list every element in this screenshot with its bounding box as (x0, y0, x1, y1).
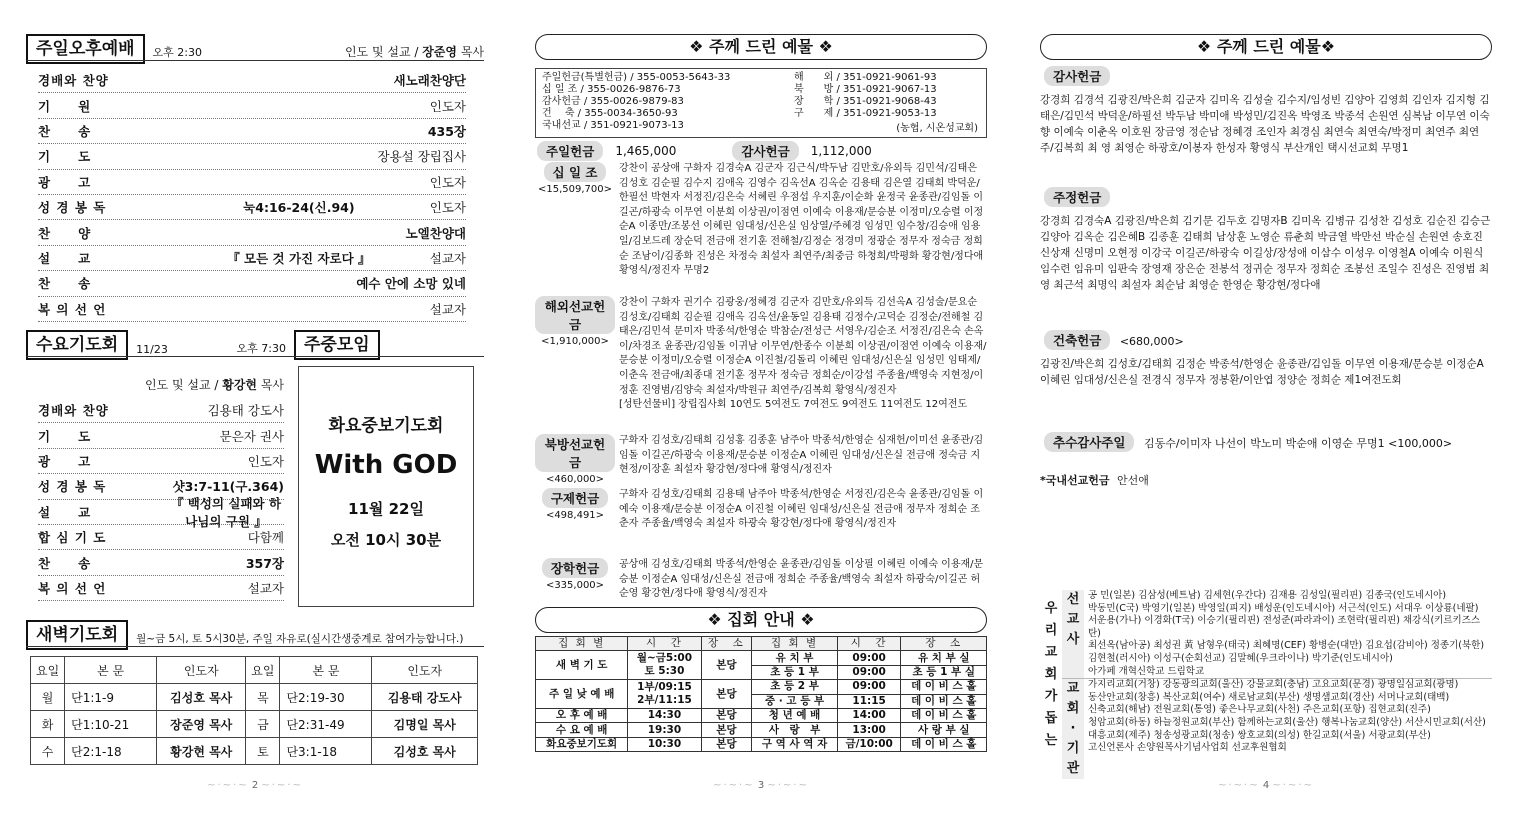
table-cell: 단2:1-18 (65, 738, 157, 765)
dawn-schedule-table (30, 656, 478, 765)
missionaries-label (1062, 590, 1084, 678)
order-item-value: 인도자 (247, 453, 284, 469)
order-item-label: 설 교 (38, 504, 92, 520)
table-header: 요일 (246, 657, 280, 684)
order-item-value: 인도자 (429, 98, 466, 114)
church-line: 가지리교회(거창) 강동광의교회(울산) 강물교회(충남) 고요교회(문경) 광명일심교회(광명) (1088, 679, 1459, 691)
account-line: 감사헌금 / 355-0026-9879-83 (542, 96, 684, 107)
page-number: ~·~·~ 4 ~·~·~ (1218, 780, 1314, 791)
vertical-char: 기 (1066, 741, 1080, 757)
meeting-cell: 09:00 (837, 680, 901, 694)
table-cell: 단2:19-30 (280, 684, 372, 711)
missionary-line: 공 민(일본) 김삼성(베트남) 김세현(우간다) 김재용 김성일(필리핀) 김종국(인도네시아) (1088, 590, 1447, 601)
account-line: 해 외 / 351-0921-9061-93 (794, 72, 937, 83)
table-cell: 목 (246, 684, 280, 711)
order-item-value: 예수 안에 소망 있네 (356, 276, 466, 292)
table-header: 본 문 (280, 657, 372, 684)
order-item-label: 경배와 찬양 (38, 403, 109, 419)
meeting-cell: 09:00 (837, 665, 901, 679)
table-cell: 단3:1-18 (280, 738, 372, 765)
meeting-cell: 14:00 (837, 708, 901, 722)
order-item-label: 찬 양 (38, 225, 92, 241)
thanks-offering-label: 감사헌금 (732, 141, 798, 161)
building-offering-names: 김광진/박은희 김성호/김태희 김정순 박종석/한영순 윤종관/김임돌 이무연 이용재/문승분 이정순A 이혜린 임대성/신은실 전경식 정무자 정봉환/이안엽 정양순 정희순 제1여전도회 (1040, 358, 1484, 386)
midweek-box (298, 366, 474, 607)
meeting-time: 10:30 (628, 737, 701, 751)
offering-label-group (535, 558, 615, 602)
order-item-detail: 눅4:16-24(신.94) (243, 200, 355, 216)
order-item-label: 기 도 (38, 149, 92, 165)
thanks-offering-amount: 1,112,000 (810, 144, 872, 158)
order-item-value: 문은자 권사 (219, 428, 284, 444)
order-row (38, 576, 284, 601)
offering-label: 구제헌금 (542, 488, 608, 508)
vertical-char: 가 (1044, 689, 1058, 704)
table-cell: 장준영 목사 (157, 711, 246, 738)
table-row (31, 711, 478, 738)
sunday-offering-label: 주일헌금 (537, 141, 603, 161)
sunday-afternoon-title: 주일오후예배 (26, 34, 145, 64)
order-item-value: 김용태 강도사 (207, 403, 284, 419)
meeting-cell: 13:00 (837, 723, 901, 737)
divider (26, 356, 484, 357)
table-row (536, 651, 987, 665)
meeting-cell: 데 이 비 스 홀 (901, 708, 987, 722)
order-item-label: 찬 송 (38, 555, 92, 571)
offering-label: 해외선교헌금 (535, 296, 615, 334)
table-cell: 김성호 목사 (157, 684, 246, 711)
church-list (1084, 679, 1492, 779)
account-line: 주일헌금(특별헌금) / 355-0053-5643-33 (542, 72, 731, 83)
vertical-char: 관 (1066, 761, 1080, 777)
order-item-value: 설교자 (429, 250, 466, 266)
offering-label-group (535, 434, 615, 485)
offering-label-group (535, 162, 615, 279)
offering-label-group (535, 296, 615, 413)
meeting-place: 본당 (701, 723, 752, 737)
order-item-label: 복 의 선 언 (38, 580, 107, 596)
table-header: 장 소 (701, 637, 752, 651)
meeting-cell: 청 년 예 배 (752, 708, 837, 722)
thanks-offering-label: 감사헌금 (1044, 66, 1110, 86)
page-2 (26, 0, 484, 813)
domestic-mission-label: *국내선교헌금 (1040, 474, 1110, 487)
table-header: 장 소 (901, 637, 987, 651)
table-cell: 단2:31-49 (280, 711, 372, 738)
table-header: 요일 (31, 657, 65, 684)
table-row (536, 708, 987, 722)
order-item-value: 357장 (245, 555, 284, 571)
table-header: 인도자 (157, 657, 246, 684)
meeting-cell: 유 치 부 (752, 651, 837, 665)
building-offering-label: 건축헌금 (1044, 330, 1110, 350)
order-item-value: 샷3:7-11(구.364) (172, 479, 284, 495)
meeting-cell: 초 등 1 부 (752, 665, 837, 679)
missionary-line: 최선옥(남아공) 최성권 黃 남형우(태국) 최혜명(CEF) 황병순(대만) 김요섭(감비아) 정종기(북한) (1088, 640, 1485, 652)
vertical-char: 회 (1044, 667, 1058, 682)
supported-label (1040, 590, 1062, 762)
church-line: 고신언론사 손양원목사기념사업회 선교후원협회 (1088, 742, 1287, 754)
order-row (38, 144, 466, 169)
order-item-detail: 『 모든 것 가진 자로다 』 (227, 250, 371, 266)
order-item-label: 복 의 선 언 (38, 301, 107, 317)
meeting-time: 14:30 (628, 708, 701, 722)
meeting-name: 새 벽 기 도 (536, 651, 628, 680)
account-line: 국내선교 / 351-0921-9073-13 (542, 120, 684, 131)
missionary-line: 김현철(러시아) 이성구(순회선교) 김말혜(우크라이나) 박기준(인도네시아) (1088, 652, 1393, 664)
churches-label (1062, 679, 1084, 779)
table-cell: 김성호 목사 (372, 738, 478, 765)
page-3 (535, 0, 987, 813)
offering-block (535, 296, 987, 413)
weekly-offering-names: 강경희 김경숙A 김광진/박은희 김기문 김두호 김명자B 김미옥 김병규 김성찬 김성호 김순진 김승근 김양아 김옥순 김은혜B 김종훈 김태희 남상훈 노영순 류춘희 박금열 박만선 박순실 손원연 송호진 신상재 신명미 오현정 이강국 이길곤/하광숙 이길상/장성애 이삼수 이성우 이영철A 이예숙 이원식 임수련 임유미 임판숙 장영재 장은순 전봉석 정귀순 정무자 정희순 조봉선 조일수 진성은 진영범 최 영 최근석 최명익 최설자 최순남 최영순 한영순 황강현/정다애 (1040, 215, 1491, 291)
offering-total: <335,000> (545, 580, 605, 591)
order-item-value: 설교자 (429, 301, 466, 317)
offering-total: <498,491> (545, 510, 605, 521)
missionary-line: 박동민(C국) 박영기(일본) 박영일(피지) 배성운(인도네시아) 서근석(인도) 서대우 이상룡(네팔) (1088, 602, 1479, 614)
offering-label: 십 일 조 (544, 162, 607, 182)
offering-block (535, 488, 987, 532)
vertical-char: 교 (1066, 681, 1080, 697)
wednesday-date: 11/23 (136, 343, 168, 356)
order-row (38, 246, 466, 271)
sunday-afternoon-time: 오후 2:30 (152, 46, 202, 59)
order-item-value: 노엘찬양대 (405, 225, 466, 241)
weekly-offering-block (1040, 187, 1492, 293)
order-row (38, 398, 284, 423)
autumn-offering-block (1040, 432, 1492, 452)
page-4 (1040, 0, 1492, 813)
table-row (536, 680, 987, 694)
order-item-label: 찬 송 (38, 276, 92, 292)
offering-names: 구화자 김성호/김태희 김성홍 김종훈 남주아 박종석/한영순 심재헌/이미선 윤종관/김임돌 이길곤/하광숙 이용재/문승분 이정순A 이혜린 임대성/신은실 전금애 정숙금 지현정/이장훈 최설자 황강현/정다애 황영식/정진자 (619, 435, 984, 476)
account-list-right (794, 72, 937, 120)
order-item-label: 성 경 봉 독 (38, 200, 107, 216)
account-list-left (542, 72, 730, 132)
order-item-value: 인도자 (429, 200, 466, 216)
table-cell: 금 (246, 711, 280, 738)
table-cell: 황강현 목사 (157, 738, 246, 765)
meeting-cell: 초 등 2 부 (752, 680, 837, 694)
vertical-char: 사 (1066, 632, 1080, 647)
order-item-value: 435장 (427, 123, 466, 139)
order-item-value: 설교자 (247, 580, 284, 596)
meeting-place: 본당 (701, 737, 752, 751)
offering-block (535, 434, 987, 485)
account-line: 십 일 조 / 355-0026-9876-73 (542, 84, 681, 95)
offering-totals (537, 141, 989, 161)
offering-total: <15,509,700> (537, 184, 612, 195)
wednesday-time: 오후 7:30 (236, 342, 286, 355)
table-row (31, 738, 478, 765)
account-line: 구 제 / 351-0921-9053-13 (794, 108, 937, 119)
meeting-table (535, 636, 987, 752)
order-row (38, 550, 284, 575)
meeting-place: 본당 (701, 651, 752, 680)
order-row (38, 68, 466, 93)
table-row (536, 737, 987, 751)
meeting-name: 오 후 예 배 (536, 708, 628, 722)
order-row (38, 271, 466, 296)
order-row (38, 195, 466, 220)
meeting-time: 19:30 (628, 723, 701, 737)
vertical-char: 는 (1044, 733, 1058, 748)
autumn-offering-label: 추수감사주일 (1044, 432, 1134, 452)
table-cell: 수 (31, 738, 65, 765)
table-header: 시 간 (837, 637, 901, 651)
meeting-title: ❖ 집회 안내 ❖ (535, 607, 987, 633)
order-row (38, 423, 284, 448)
sunday-afternoon-leader: 인도 및 설교 / 장준영 목사 (344, 45, 484, 59)
thanks-offering-names: 강경희 김경석 김광진/박은희 김군자 김미옥 김성술 김수지/임성빈 김양아 김영희 김인자 김지형 김태은/김민석 박덕운/하필선 박두남 박미애 박성민/김진옥 박영조 박종석 손원연 심복남 이무연 이숙향 이예숙 이춘옥 이호원 장금영 정순남 정혜경 조인자 최경심 최연숙 최연숙/박정미 최연주 최연주/김복희 최 영 최영순 하광호/이봉자 한성자 황영식 부산개인 택시선교회 무명1 (1040, 94, 1490, 154)
order-row (38, 170, 466, 195)
midweek-line3: 11월 22일 (348, 500, 424, 518)
supported-missions (1040, 590, 1492, 777)
sunday-offering-amount: 1,465,000 (615, 144, 677, 158)
offering-total: <1,910,000> (541, 336, 609, 347)
table-cell: 화 (31, 711, 65, 738)
meeting-cell: 11:15 (837, 694, 901, 708)
domestic-mission-block (1040, 472, 1492, 488)
meeting-time: 1부/09:15 2부/11:15 (628, 680, 701, 709)
order-item-value: 장용설 장립집사 (377, 149, 466, 165)
vertical-char: 리 (1044, 623, 1058, 638)
offering-label: 북방선교헌금 (535, 434, 615, 472)
page-number: ~·~·~ 2 ~·~·~ (207, 780, 303, 791)
table-row (536, 723, 987, 737)
church-line: 청암교회(하동) 하늘정원교회(부산) 함께하는교회(울산) 행복나눔교회(양산) 서산시민교회(서산) (1088, 716, 1486, 728)
meeting-time: 월~금5:00 토 5:30 (628, 651, 701, 680)
offering-block (535, 162, 987, 279)
offerings-title: ❖ 주께 드린 예물 ❖ (535, 34, 987, 60)
page-number: ~·~·~ 3 ~·~·~ (713, 780, 809, 791)
table-cell: 김명일 목사 (372, 711, 478, 738)
order-item-detail: 『 백성의 실패와 하나님의 구원 』 (170, 495, 282, 529)
offerings-title-2: ❖ 주께 드린 예물❖ (1040, 34, 1492, 60)
building-offering-amount: <680,000> (1119, 335, 1184, 348)
order-item-label: 합 심 기 도 (38, 530, 107, 546)
order-item-label: 광 고 (38, 174, 92, 190)
weekly-offering-label: 주정헌금 (1044, 187, 1110, 207)
order-item-label: 기 원 (38, 98, 92, 114)
divider (26, 646, 484, 647)
meeting-cell: 구 역 사 역 자 (752, 737, 837, 751)
order-item-value: 다함께 (247, 530, 284, 546)
offering-block (535, 558, 987, 602)
order-item-label: 성 경 봉 독 (38, 479, 107, 495)
vertical-char: 교 (1044, 645, 1058, 660)
offering-names: 강찬이 공상애 구화자 김경숙A 김군자 김근식/박두남 김만호/유외득 김민석/김태은 김성호 김순필 김수지 김애옥 김영수 김옥선A 김옥순 김용태 김은열 김태희 박덕운/한필선 박현자 서정진/김은숙 서혜린 우점섭 우지훈/이순화 윤정국 윤종관/김임돌 이길곤/하광숙 이무연 이분희 이상권/이점연 이예숙 이용재/문승분 이정미/오승렬 이정순A 이종만/조봉선 이혜린 임대성/신은실 임상열/주혜경 임성민 임수창/김승애 임용일/김보드레 장순덕 전금애 전기훈 전해철/김정순 정경미 정광순 정무자 정숙금 정희순 조남이/김종화 진성은 차정숙 최설자 최연주/최중금 하청희/박평화 황강현/정다애 황영식/정진자 무명2 (619, 163, 984, 277)
wednesday-leader: 인도 및 설교 / 황강현 목사 (144, 378, 284, 392)
offering-names: 강찬이 구화자 권기수 김광웅/정혜경 김군자 김만호/유외득 김선옥A 김성술/문요순 김성호/김태희 김순필 김애옥 김옥선/윤동일 김용태 김정수/고덕순 김정순/전해철 김태은/김민석 문미자 박종석/한영순 박참순/전성근 서영우/김순조 서정진/김은숙 손옥이/차경조 윤종관/김임돌 이귀남 이무연/한종수 이분희 이상권/이점연 이예숙 이용재/문승분 이정미/오승렬 이정순A 이진철/김돌리 이혜린 임대성/신은실 임성민 임태제/이춘옥 전금애/최종대 전기훈 정무자 정숙금 정희순/이강섭 주종율/백영숙 지현정/이정훈 진영범/김양숙 최설자/박원규 최연주/김복희 황영식/정진자 [성탄선물비] 장립집사회 10연도 5여전도 7여전도 9여전도 11여전도 12여전도 (619, 297, 987, 411)
order-item-label: 설 교 (38, 250, 92, 266)
order-item-label: 찬 송 (38, 123, 92, 139)
table-header: 본 문 (65, 657, 157, 684)
meeting-cell: 사 랑 부 실 (901, 723, 987, 737)
thanks-offering-block (1040, 66, 1492, 156)
missionary-list (1084, 590, 1492, 678)
order-row (38, 220, 466, 245)
midweek-title: 주중모임 (294, 330, 380, 360)
wednesday-title: 수요기도회 (26, 330, 128, 360)
offering-label: 장학헌금 (542, 558, 608, 578)
church-line: 대흥교회(제주) 청송성광교회(청송) 쌍호교회(의성) 한길교회(서울) 서광교회(부산) (1088, 729, 1431, 741)
account-line: 북 방 / 351-0921-9067-13 (794, 84, 937, 95)
meeting-name: 주 일 낮 예 배 (536, 680, 628, 709)
order-item-label: 기 도 (38, 428, 92, 444)
vertical-char: 우 (1044, 601, 1058, 616)
meeting-cell: 유 치 부 실 (901, 651, 987, 665)
order-row (38, 93, 466, 118)
church-line: 동산안교회(창흥) 복산교회(여수) 새로남교회(부산) 생명샘교회(경산) 서머나교회(태백) (1088, 691, 1450, 703)
table-row (31, 684, 478, 711)
table-header: 시 간 (628, 637, 701, 651)
meeting-cell: 금/10:00 (837, 737, 901, 751)
order-item-label: 광 고 (38, 453, 92, 469)
offering-total: <460,000> (545, 474, 605, 485)
table-header: 인도자 (372, 657, 478, 684)
autumn-offering-names: 김동수/이미자 나선이 박노미 박순애 이영순 무명1 <100,000> (1143, 437, 1453, 450)
meeting-cell: 사 랑 부 (752, 723, 837, 737)
meeting-cell: 중 · 고 등 부 (752, 694, 837, 708)
meeting-name: 화요중보기도회 (536, 737, 628, 751)
vertical-char: 교 (1066, 612, 1080, 627)
order-row (38, 297, 466, 322)
order-item-value: 새노래찬양단 (393, 73, 466, 89)
order-row (38, 449, 284, 474)
order-item-label: 경배와 찬양 (38, 73, 109, 89)
table-cell: 김용태 강도사 (372, 684, 478, 711)
table-header: 집 회 별 (752, 637, 837, 651)
midweek-line4: 오전 10시 30분 (330, 531, 442, 549)
table-header: 집 회 별 (536, 637, 628, 651)
dawn-note: 월~금 5시, 토 5시30분, 주일 자유로(실시간생중계로 참여가능합니다.) (136, 633, 464, 645)
meeting-name: 수 요 예 배 (536, 723, 628, 737)
order-item-value: 인도자 (429, 174, 466, 190)
account-line: 건 축 / 355-0034-3650-93 (542, 108, 678, 119)
wednesday-order (38, 398, 284, 601)
meeting-cell: 초 등 1 부 실 (901, 665, 987, 679)
vertical-char: 선 (1066, 592, 1080, 607)
meeting-cell: 데 이 비 스 홀 (901, 737, 987, 751)
order-row (38, 525, 284, 550)
meeting-place: 본당 (701, 708, 752, 722)
table-header-row (536, 637, 987, 651)
offering-names: 공상애 김성호/김태희 박종석/한영순 윤종관/김임돌 이상필 이혜린 이예숙 이용재/문승분 이정순A 임대성/신은실 전금애 정희순 주종율/백영숙 최설자 하광숙/이길곤 허순영 황강현/정다애 황영식/정진자 (619, 559, 984, 600)
sunday-afternoon-order (38, 68, 466, 322)
table-cell: 토 (246, 738, 280, 765)
bank-name: (농협, 시온성교회) (896, 123, 978, 134)
missionary-line: 아가페 개혁신학교 드림학교 (1088, 665, 1205, 677)
vertical-char: 돕 (1044, 711, 1058, 726)
domestic-mission-names: 안선애 (1117, 474, 1149, 487)
meeting-cell: 09:00 (837, 651, 901, 665)
table-cell: 월 (31, 684, 65, 711)
table-cell: 단1:10-21 (65, 711, 157, 738)
meeting-place: 본당 (701, 680, 752, 709)
offering-label-group (535, 488, 615, 532)
order-row (38, 119, 466, 144)
meeting-cell: 데 이 비 스 홀 (901, 694, 987, 708)
vertical-char: · (1070, 721, 1076, 737)
table-cell: 단1:1-9 (65, 684, 157, 711)
offering-names: 구화자 김성호/김태희 김용태 남주아 박종석/한영순 서정진/김은숙 윤종관/김임돌 이예숙 이용재/문승분 이정순A 이진철 이혜린 임대성/신은실 전금애 정무자 정희순 조춘자 주종율/백영숙 최설자 하광숙 황강현/정다애 황영식/정진자 (619, 489, 984, 530)
meeting-cell: 데 이 비 스 홀 (901, 680, 987, 694)
midweek-line1: 화요중보기도회 (328, 416, 444, 436)
divider (26, 60, 484, 61)
account-list (535, 68, 987, 138)
dawn-title: 새벽기도회 (26, 620, 128, 650)
order-row (38, 495, 284, 529)
vertical-char: 회 (1066, 701, 1080, 717)
midweek-line2: With GOD (314, 450, 458, 480)
missionary-line: 서운용(가나) 이경화(T국) 이승기(필리핀) 전성준(파라과이) 조현락(필리핀) 채강식(키르키즈스탄) (1088, 615, 1481, 639)
account-line: 장 학 / 351-0921-9068-43 (794, 96, 937, 107)
church-line: 신축교회(해남) 전원교회(통영) 좋은나무교회(사천) 주은교회(포항) 집현교회(진주) (1088, 704, 1431, 716)
building-offering-block (1040, 330, 1492, 388)
